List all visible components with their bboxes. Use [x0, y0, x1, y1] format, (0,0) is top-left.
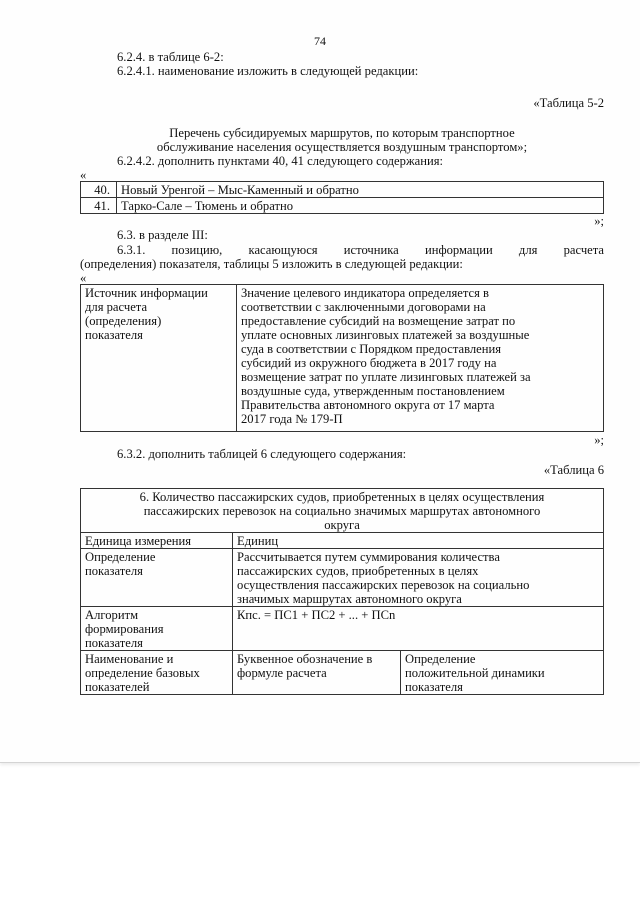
table-row — [81, 285, 604, 432]
paragraph-6-3: 6.3. в разделе III: — [117, 228, 208, 242]
positive-dynamics-label-line: показателя — [405, 680, 463, 694]
positive-dynamics-label-line: положительной динамики — [405, 666, 545, 680]
base-indicators-label-line: показателей — [85, 680, 150, 694]
source-text-line: суда в соответствии с Порядком предоставления — [241, 342, 501, 356]
open-quote: « — [80, 168, 87, 182]
algorithm-label-line: формирования — [85, 622, 164, 636]
source-label-line: (определения) — [85, 314, 162, 328]
source-label-line: для расчета — [85, 300, 148, 314]
definition-value-line: пассажирских судов, приобретенных в целях — [237, 564, 479, 578]
positive-dynamics-label-line: Определение — [405, 652, 476, 666]
definition-value-line: Рассчитывается путем суммирования количества — [237, 550, 500, 564]
paragraph-6-2-4: 6.2.4. в таблице 6-2: — [117, 50, 224, 64]
route-number: 40. — [81, 182, 117, 198]
paragraph-6-3-2: 6.3.2. дополнить таблицей 6 следующего содержания: — [117, 447, 407, 461]
routes-table — [80, 181, 604, 214]
source-label-cell — [81, 285, 237, 432]
paragraph-6-2-4-2: 6.2.4.2. дополнить пунктами 40, 41 следующего содержания: — [117, 154, 444, 168]
close-quote: »; — [594, 433, 604, 447]
algorithm-label — [81, 607, 233, 651]
base-indicators-label-line: определение базовых — [85, 666, 200, 680]
page-number: 74 — [314, 34, 326, 48]
source-text-line: 2017 года № 179-П — [241, 412, 343, 426]
route-number: 41. — [81, 198, 117, 214]
table-6-reference: «Таблица 6 — [543, 463, 604, 477]
table-5-2-reference: «Таблица 5-2 — [533, 96, 604, 110]
paragraph-6-3-1-line-2: (определения) показателя, таблицы 5 изложить в следующей редакции: — [80, 257, 463, 271]
route-name: Тарко-Сале – Тюмень и обратно — [117, 198, 604, 214]
source-text-cell — [237, 285, 604, 432]
algorithm-label-line: Алгоритм — [85, 608, 139, 622]
paragraph-6-2-4-1: 6.2.4.1. наименование изложить в следующей редакции: — [117, 64, 419, 78]
table-row — [81, 198, 604, 214]
source-text-line: воздушные суда, утвержденным постановлением — [241, 384, 505, 398]
unit-value: Единиц — [233, 533, 604, 549]
definition-value — [233, 549, 604, 607]
table-6-title-line: округа — [324, 518, 360, 532]
letter-designation-label — [233, 651, 401, 695]
definition-label-line: показателя — [85, 564, 143, 578]
paragraph-6-3-1-line-1: 6.3.1. позицию, касающуюся источника информации для расчета — [117, 243, 604, 257]
table-row — [81, 533, 604, 549]
algorithm-formula: Кпс. = ПС1 + ПС2 + ... + ПСn — [233, 607, 604, 651]
definition-label — [81, 549, 233, 607]
source-table — [80, 284, 604, 432]
table-row — [81, 182, 604, 198]
base-indicators-label — [81, 651, 233, 695]
table-6 — [80, 488, 604, 695]
source-text-line: предоставление субсидий на возмещение затрат по — [241, 314, 516, 328]
base-indicators-label-line: Наименование и — [85, 652, 174, 666]
table-row — [81, 549, 604, 607]
source-text-line: возмещение затрат по уплате лизинговых платежей за — [241, 370, 531, 384]
source-text-line: соответствии с заключенными договорами на — [241, 300, 486, 314]
source-text-line: уплате основных лизинговых платежей за воздушные — [241, 328, 530, 342]
table-row — [81, 607, 604, 651]
list-title-line-1: Перечень субсидируемых маршрутов, по которым транспортное — [169, 126, 515, 140]
letter-designation-label-line: формуле расчета — [237, 666, 327, 680]
source-text-line: Правительства автономного округа от 17 марта — [241, 398, 495, 412]
source-text-line: субсидий из окружного бюджета в 2017 году на — [241, 356, 497, 370]
close-quote: »; — [594, 214, 604, 228]
open-quote: « — [80, 271, 87, 285]
table-6-title-line: 6. Количество пассажирских судов, приобретенных в целях осуществления — [139, 490, 545, 504]
table-row — [81, 651, 604, 695]
source-text-line: Значение целевого индикатора определяется в — [241, 286, 489, 300]
route-name: Новый Уренгой – Мыс-Каменный и обратно — [117, 182, 604, 198]
table-6-title-line: пассажирских перевозок на социально значимых маршрутах автономного — [143, 504, 541, 518]
definition-label-line: Определение — [85, 550, 156, 564]
table-6-title — [81, 489, 604, 533]
letter-designation-label-line: Буквенное обозначение в — [237, 652, 373, 666]
positive-dynamics-label — [401, 651, 604, 695]
source-label-line: показателя — [85, 328, 143, 342]
table-row — [81, 489, 604, 533]
source-label-line: Источник информации — [85, 286, 208, 300]
definition-value-line: значимых маршрутах автономного округа — [237, 592, 462, 606]
algorithm-label-line: показателя — [85, 636, 143, 650]
unit-label: Единица измерения — [81, 533, 233, 549]
definition-value-line: осуществления пассажирских перевозок на социально — [237, 578, 530, 592]
list-title-line-2: обслуживание населения осуществляется воздушным транспортом»; — [156, 140, 528, 154]
